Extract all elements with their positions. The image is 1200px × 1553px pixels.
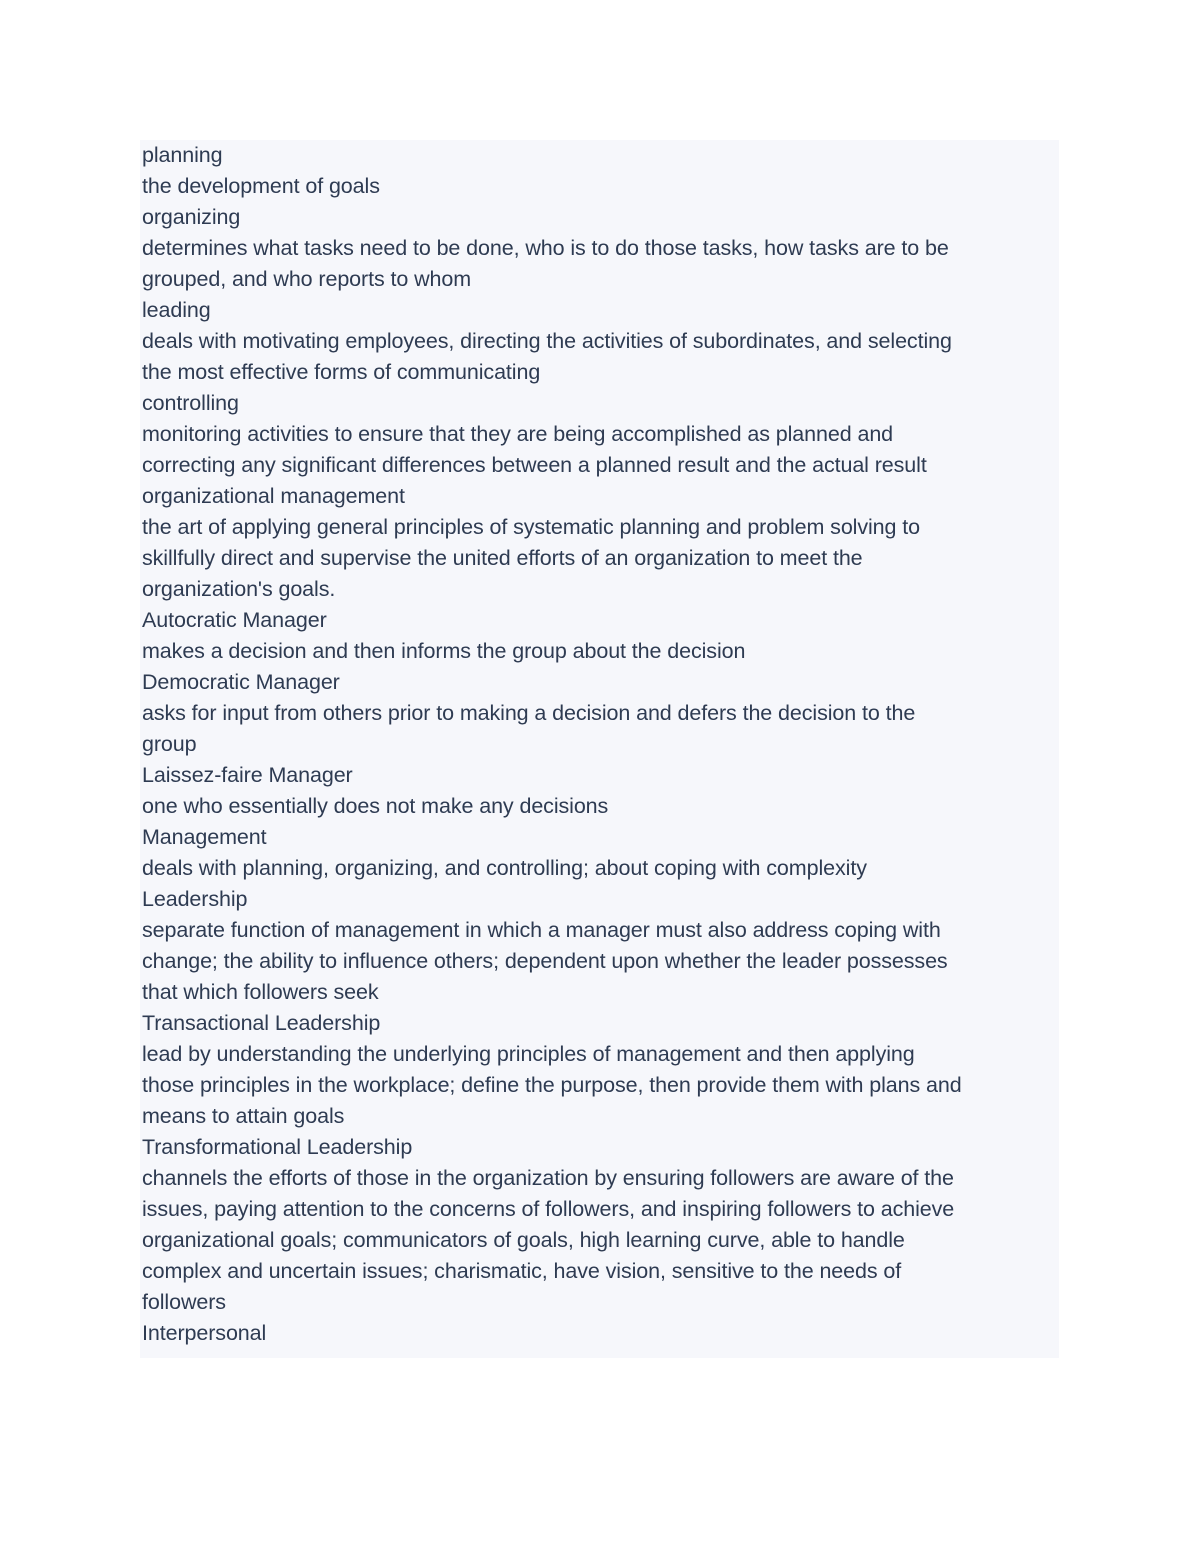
definition-line: that which followers seek bbox=[142, 980, 379, 1004]
definition-line: the most effective forms of communicating bbox=[142, 360, 541, 384]
definition-line: the development of goals bbox=[142, 174, 380, 198]
definition-line: lead by understanding the underlying principles of management and then applying bbox=[142, 1042, 915, 1066]
definition-line: makes a decision and then informs the group about the decision bbox=[142, 639, 746, 663]
term-line: planning bbox=[142, 143, 223, 167]
flashcard-text-block bbox=[140, 140, 1059, 1358]
term-line: Transactional Leadership bbox=[142, 1011, 381, 1035]
text-lines bbox=[142, 140, 1057, 1349]
term-line: Transformational Leadership bbox=[142, 1135, 413, 1159]
definition-line: skillfully direct and supervise the united efforts of an organization to meet the bbox=[142, 546, 863, 570]
definition-line: group bbox=[142, 732, 197, 756]
definition-line: complex and uncertain issues; charismatic, have vision, sensitive to the needs of bbox=[142, 1259, 902, 1283]
definition-line: followers bbox=[142, 1290, 226, 1314]
definition-line: one who essentially does not make any decisions bbox=[142, 794, 609, 818]
definition-line: channels the efforts of those in the organization by ensuring followers are aware of the bbox=[142, 1166, 954, 1190]
definition-line: deals with planning, organizing, and controlling; about coping with complexity bbox=[142, 856, 867, 880]
definition-line: determines what tasks need to be done, who is to do those tasks, how tasks are to be bbox=[142, 236, 949, 260]
term-line: Leadership bbox=[142, 887, 248, 911]
definition-line: asks for input from others prior to making a decision and defers the decision to the bbox=[142, 701, 916, 725]
term-line: leading bbox=[142, 298, 211, 322]
term-line: Laissez-faire Manager bbox=[142, 763, 353, 787]
definition-line: change; the ability to influence others; dependent upon whether the leader possesses bbox=[142, 949, 948, 973]
definition-line: deals with motivating employees, directing the activities of subordinates, and selecting bbox=[142, 329, 952, 353]
term-line: Democratic Manager bbox=[142, 670, 340, 694]
term-line: organizational management bbox=[142, 484, 405, 508]
definition-line: issues, paying attention to the concerns of followers, and inspiring followers to achieve bbox=[142, 1197, 955, 1221]
term-line: organizing bbox=[142, 205, 241, 229]
term-line: Interpersonal bbox=[142, 1321, 267, 1345]
definition-line: correcting any significant differences between a planned result and the actual result bbox=[142, 453, 927, 477]
definition-line: organization's goals. bbox=[142, 577, 336, 601]
definition-line: means to attain goals bbox=[142, 1104, 345, 1128]
term-line: Management bbox=[142, 825, 267, 849]
definition-line: the art of applying general principles of systematic planning and problem solving to bbox=[142, 515, 920, 539]
definition-line: those principles in the workplace; define the purpose, then provide them with plans and bbox=[142, 1073, 962, 1097]
term-line: controlling bbox=[142, 391, 239, 415]
definition-line: grouped, and who reports to whom bbox=[142, 267, 472, 291]
term-line: Autocratic Manager bbox=[142, 608, 327, 632]
definition-line: separate function of management in which a manager must also address coping with bbox=[142, 918, 941, 942]
definition-line: monitoring activities to ensure that they are being accomplished as planned and bbox=[142, 422, 894, 446]
definition-line: organizational goals; communicators of goals, high learning curve, able to handle bbox=[142, 1228, 905, 1252]
